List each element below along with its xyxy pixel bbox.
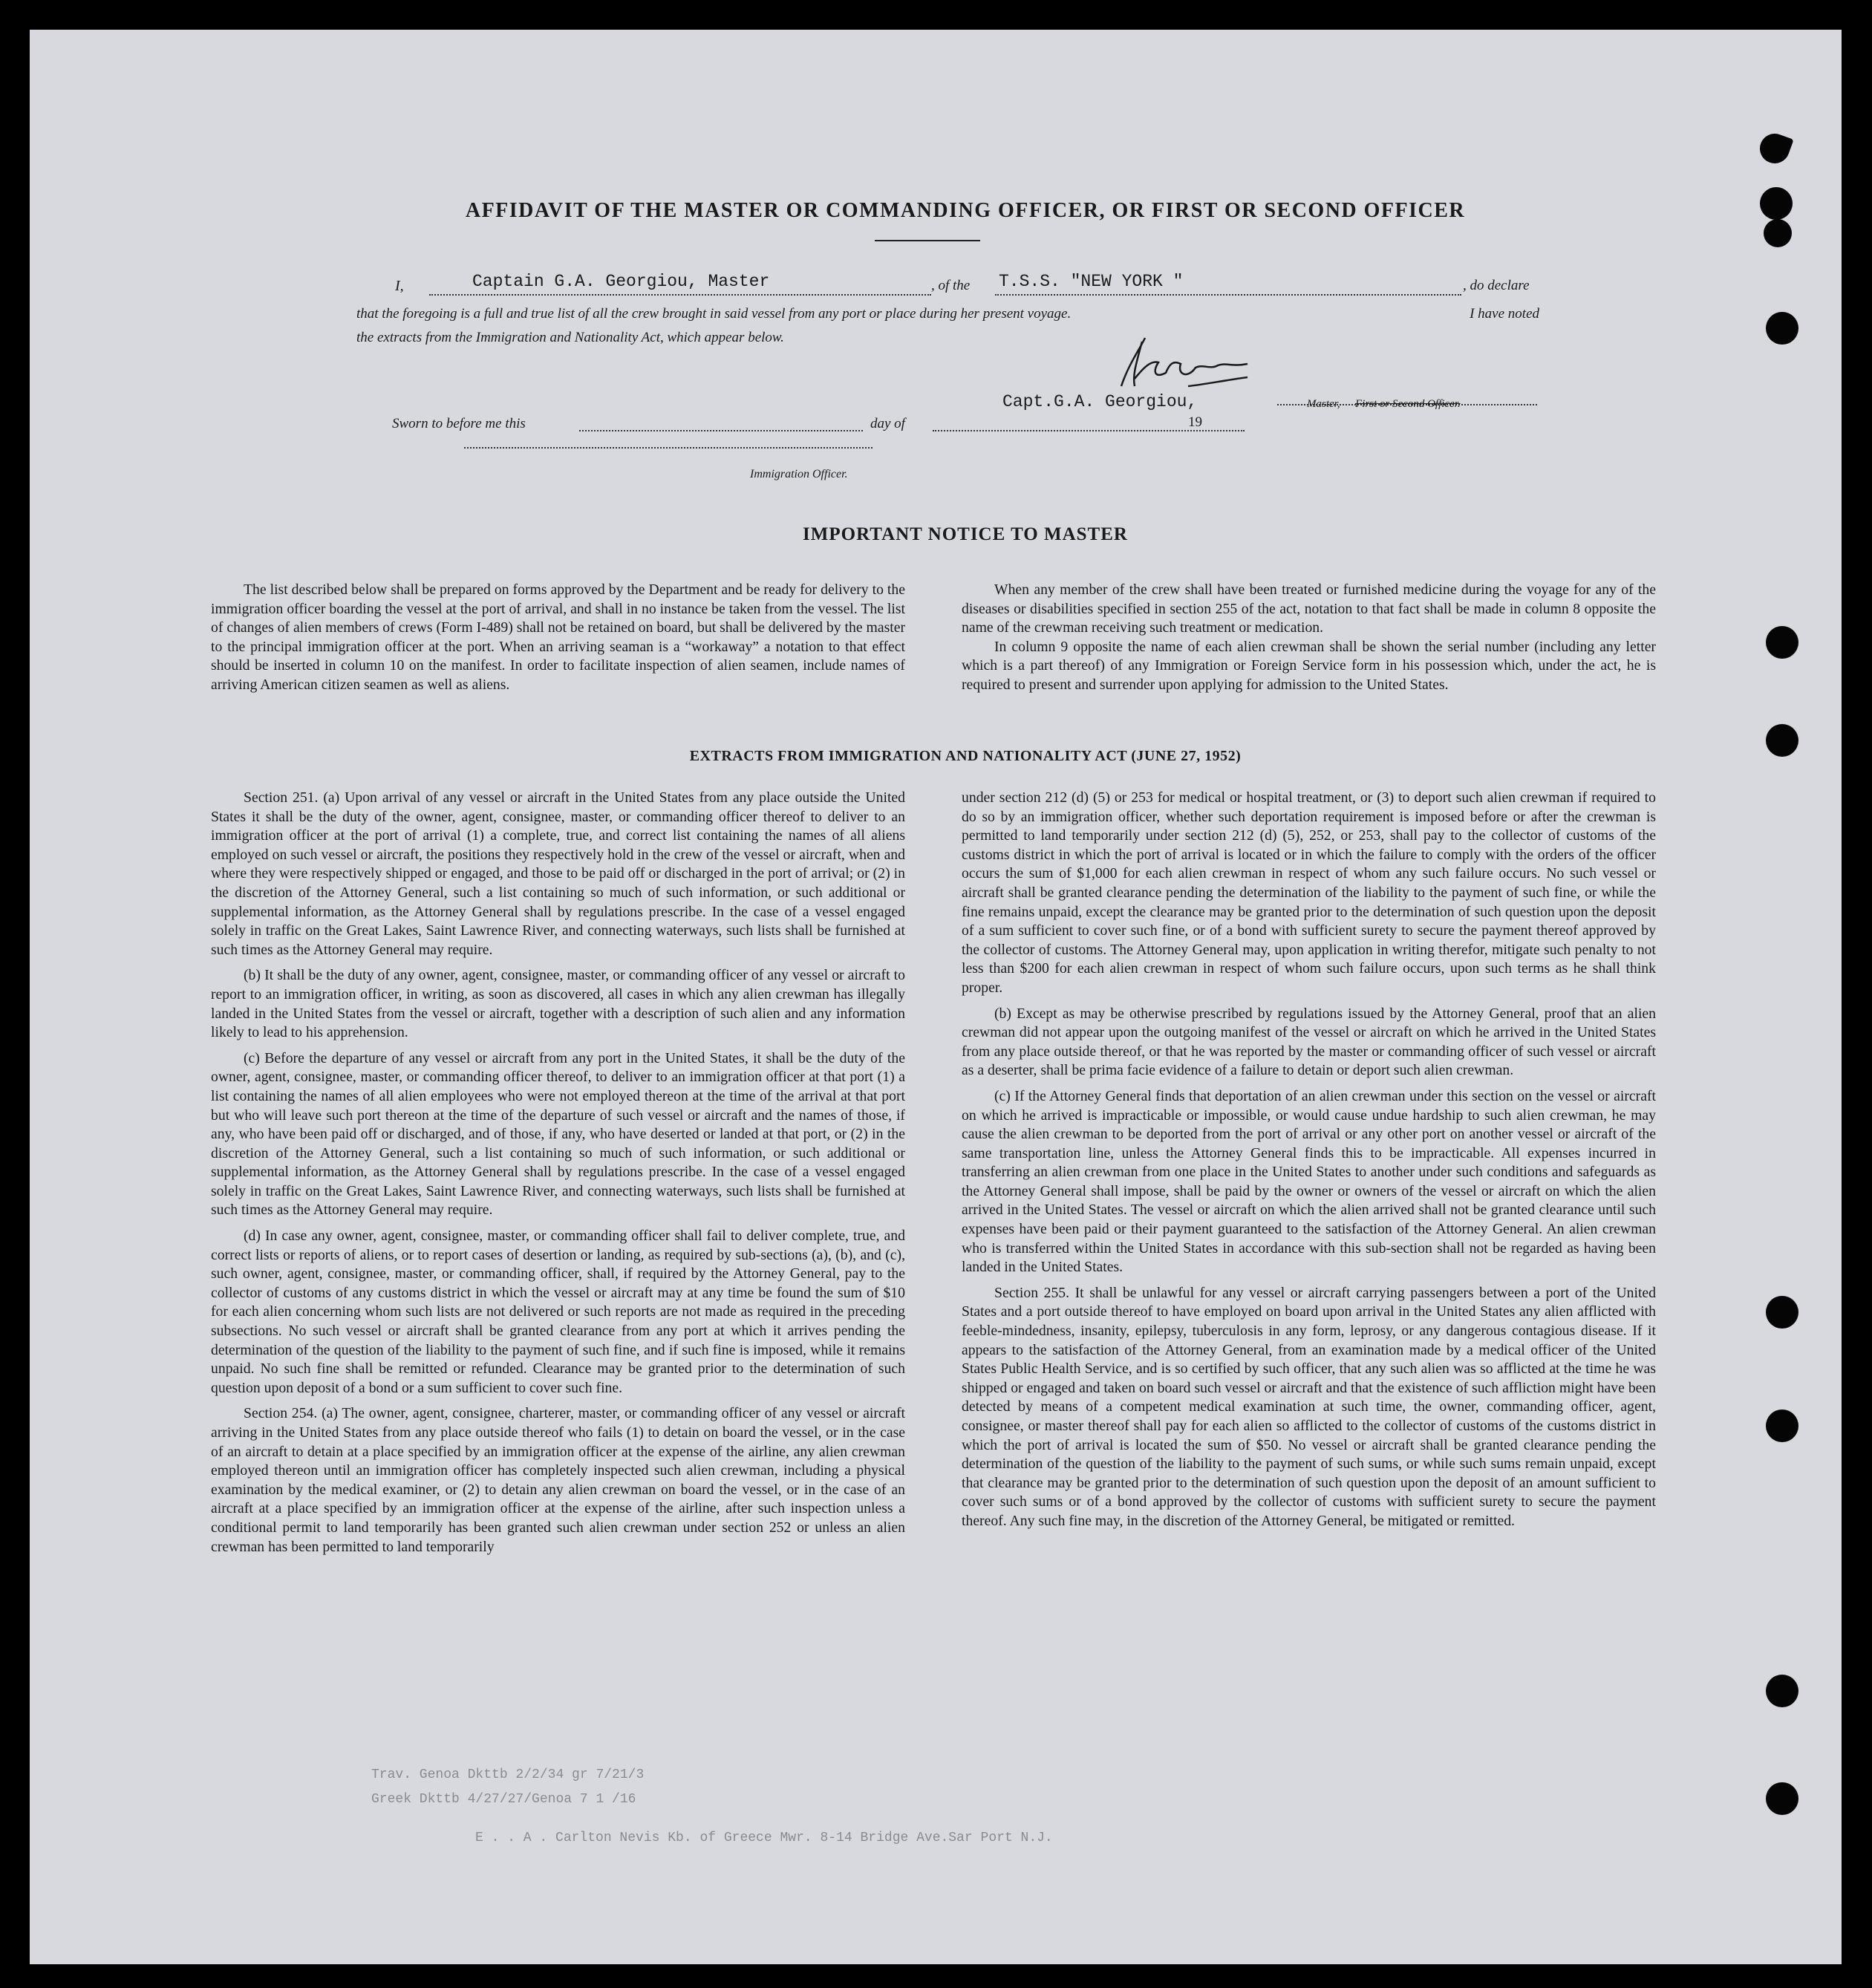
section-254-b: (b) Except as may be otherwise prescribed by regulations issued by the Attorney General, proof that an alien crewman did not appear upon the outgoing manifest of the vessel or aircraft on which he arrived in the United States from any place outside thereof, or that he was reported by the master or commanding officer of such vessel or aircraft as a deserter, shall be prima facie evidence of a failure to detain or deport such alien crewman.	[962, 1005, 1656, 1079]
sworn-line	[579, 412, 863, 431]
binder-hole	[1766, 1296, 1798, 1329]
year-label: 19	[1188, 414, 1202, 430]
section-254-a-continued: under section 212 (d) (5) or 253 for medical or hospital treatment, or (3) to deport such alien crewman if required to do so by an immigration officer, whether such deportation requirement is imposed before or after the crewman is permitted to land temporarily under section 212 (d) (5), 252, or 253, shall pay to the collector of customs of the customs district in which the port of arrival is located or in which the failure to comply with the orders of the officer occurs the sum of $1,000 for each alien crewman in respect of whom any such failure occurs. No such vessel or aircraft shall be granted clearance pending the determination of the liability to the payment of such fine, or while the fine remains unpaid, except the clearance may be granted prior to the determination of such question upon the deposit of a sum sufficient to cover such fine, or of a bond with sufficient surety to secure the payment thereof approved by the collector of customs. The Attorney General may, upon application in writing therefor, mitigate such penalty to not less than $200 for each alien crewman in respect of whom such failure occurs, upon such terms as he shall think proper.	[962, 789, 1656, 996]
affidavit-title: AFFIDAVIT OF THE MASTER OR COMMANDING OFFICER, OR FIRST OR SECOND OFFICER	[465, 199, 1466, 222]
struck-role: First or Second Officer.	[1355, 398, 1461, 410]
binder-hole	[1766, 626, 1798, 659]
handwritten-signature	[1099, 334, 1277, 394]
master-role: Master,	[1307, 398, 1340, 410]
title-underline	[875, 240, 980, 241]
notice-right-column	[962, 581, 1656, 695]
document-page	[30, 30, 1842, 1964]
section-254-a: Section 254. (a) The owner, agent, consignee, charterer, master, or commanding officer of any vessel or aircraft arriving in the United States from any place outside thereof who fails (1) to detain on board the vessel, or in the case of an aircraft to detain at a place specified by an immigration officer at the expense of the airline, any alien crewman employed thereon until an immigration officer has completely inspected such alien crewman, including a physical examination by the medical examiner, or (2) to detain any alien crewman on board the vessel, or in the case of an aircraft at a place specified by an immigration officer at the expense of the airline, after such inspection unless a conditional permit to land temporarily has been granted such alien crewman under section 252 or unless an alien crewman has been permitted to land temporarily	[211, 1405, 905, 1555]
statement-text-1: that the foregoing is a full and true list of all the crew brought in said vessel from any port or place during her present voyage.	[356, 306, 1072, 322]
torn-corner-mark	[1755, 129, 1793, 167]
binder-hole	[1766, 1409, 1798, 1442]
notice-right-p2: In column 9 opposite the name of each alien crewman shall be shown the serial number (including any letter which is a part thereof) of any Immigration or Foreign Service form in his possession which, under the act, he is required to present and surrender upon applying for admission to the United States.	[962, 638, 1656, 693]
bleed-through-line: Trav. Genoa Dkttb 2/2/34 gr 7/21/3	[371, 1767, 645, 1782]
of-the-label: , of the	[931, 278, 971, 293]
binder-hole	[1766, 724, 1798, 757]
extracts-right-column	[962, 789, 1656, 1538]
notice-right-p1: When any member of the crew shall have been treated or furnished medicine during the voyage for any of the diseases or disabilities specified in section 255 of the act, notation to that fact shall be made in column 8 opposite the name of the crewman receiving such treatment or medication.	[962, 581, 1656, 636]
binder-hole	[1766, 312, 1798, 345]
binder-hole	[1766, 1782, 1798, 1815]
do-declare-label: , do declare	[1463, 278, 1530, 293]
sworn-label: Sworn to before me this	[392, 416, 526, 431]
section-251-d: (d) In case any owner, agent, consignee, master, or commanding officer shall fail to deliver complete, true, and correct lists or reports of aliens, or to report cases of desertion or landing, as required by sub-sections (a), (b), and (c), such owner, agent, consignee, master, or commanding officer, shall, if required by the Attorney General, pay to the collector of customs of any customs district in which the vessel or aircraft may at any time be found the sum of $10 for each alien concerning whom such lists are not delivered or such reports are not made as required in the preceding subsections. No such vessel or aircraft shall be granted clearance from any port at which it arrives pending the determination of the question of the liability to the payment of such fine, and if such fine is imposed, while it remains unpaid. No such fine shall be remitted or refunded. Clearance may be granted prior to the determination of such question upon deposit of a bond or a sum sufficient to cover such fine.	[211, 1228, 905, 1396]
signature-typed-name: Capt.G.A. Georgiou,	[1002, 392, 1198, 411]
vessel-name: T.S.S. "NEW YORK "	[999, 272, 1184, 291]
bleed-through-line: Greek Dkttb 4/27/27/Genoa 7 1 /16	[371, 1792, 636, 1807]
officer-line	[464, 440, 873, 449]
section-255: Section 255. It shall be unlawful for any vessel or aircraft carrying passengers between a port of the United States and a port outside thereof to have employed on board upon arrival in the United States any alien afflicted with feeble-mindedness, insanity, epilepsy, tuberculosis in any form, leprosy, or any dangerous contagious disease. If it appears to the satisfaction of the Attorney General, from an examination made by a medical officer of the United States Public Health Service, and is so certified by such officer, that any such alien was so afflicted at the time he was shipped or engaged and taken on board such vessel or aircraft and that the existence of such affliction might have been detected by means of a competent medical examination at such time, the owner, commanding officer, agent, consignee, or master thereof shall pay for each alien so afflicted to the collector of customs of the customs district in which the port of arrival is located the sum of $50. No vessel or aircraft shall be granted clearance pending the determination of the question of the liability to the payment of such sums, or while such sums remain unpaid, except that clearance may be granted prior to the determination of such question upon the deposit of an amount sufficient to cover such sums or of a bond approved by the collector of customs with sufficient surety to secure the payment thereof. Any such fine may, in the discretion of the Attorney General, be mitigated or remitted.	[962, 1284, 1656, 1529]
immigration-officer-label: Immigration Officer.	[750, 468, 848, 480]
statement-text-noted: I have noted	[1470, 306, 1539, 322]
extracts-left-column	[211, 789, 905, 1563]
notice-left-column	[211, 581, 905, 695]
bleed-through-line: E . . A . Carlton Nevis Kb. of Greece Mwr. 8-14 Bridge Ave.Sar Port N.J.	[475, 1831, 1053, 1845]
section-251-c: (c) Before the departure of any vessel or aircraft from any port in the United States, it shall be the duty of the owner, agent, consignee, master, or commanding officer thereof, to deliver to an immigration officer at that port (1) a list containing the names of all alien employees who were not employed thereon at the time of the arrival at that port but who will leave such port thereon at the time of the departure of such vessel or aircraft and the names of those, if any, who have been paid off or discharged, and of those, if any, who have deserted or landed at that port, or (2) in the discretion of the Attorney General, such a list containing so much of such information, or such additional or supplemental information, as the Attorney General shall by regulations prescribe. In the case of a vessel engaged solely in traffic on the Great Lakes, Saint Lawrence River, and connecting waterways, such lists shall be furnished at such times as the Attorney General may require.	[211, 1049, 905, 1219]
section-251-b: (b) It shall be the duty of any owner, agent, consignee, master, or commanding officer of any vessel or aircraft to report to an immigration officer, in writing, as soon as discovered, all cases in which any alien crewman has illegally landed in the United States from the vessel or aircraft, together with a description of such alien and any information likely to lead to his apprehension.	[211, 967, 905, 1041]
statement-text-2: the extracts from the Immigration and Nationality Act, which appear below.	[356, 330, 784, 345]
section-251-a: Section 251. (a) Upon arrival of any vessel or aircraft in the United States from any place outside the United States it shall be the duty of the owner, agent, consignee, master, or commanding officer thereof to deliver to an immigration officer at the port of arrival (1) a complete, true, and correct list containing the names of all aliens employed on such vessel or aircraft, the positions they respectively hold in the crew of the vessel or aircraft, when and where they were respectively shipped or engaged, and those to be paid off or discharged in the port of arrival; or (2) in the discretion of the Attorney General, such a list containing so much of such information, or such additional or supplemental information, as the Attorney General shall by regulations prescribe. In the case of a vessel engaged solely in traffic on the Great Lakes, Saint Lawrence River, and connecting waterways, such lists shall be furnished at such times as the Attorney General may require.	[211, 789, 905, 958]
binder-hole	[1764, 219, 1792, 247]
extracts-title: EXTRACTS FROM IMMIGRATION AND NATIONALITY ACT (JUNE 27, 1952)	[689, 748, 1242, 764]
binder-hole	[1760, 187, 1793, 220]
binder-hole	[1766, 1675, 1798, 1707]
declaration-statement	[356, 302, 1539, 350]
day-of-label: day of	[870, 416, 905, 431]
declaration-i: I,	[395, 278, 404, 294]
declarant-name: Captain G.A. Georgiou, Master	[472, 272, 770, 291]
notice-left-text: The list described below shall be prepared on forms approved by the Department and be ready for delivery to the immigration officer boarding the vessel at the port of arrival, and shall in no instance be taken from the vessel. The list of changes of alien members of crews (Form I-489) shall not be retained on board, but shall be delivered by the master to the principal immigration officer at the port. When an arriving seaman is a “workaway” a notation to that effect should be inserted in column 10 on the manifest. In order to facilitate inspection of alien seamen, include names of arriving American citizen seamen as well as aliens.	[211, 581, 905, 693]
notice-title: IMPORTANT NOTICE TO MASTER	[803, 524, 1128, 544]
section-254-c: (c) If the Attorney General finds that deportation of an alien crewman under this section on the vessel or aircraft on which he arrived is impracticable or impossible, or would cause undue hardship to such alien crewman, he may cause the alien crewman to be deported from the port of arrival or any other port on another vessel or aircraft of the same transportation line, unless the Attorney General finds this to be impracticable. All expenses incurred in transferring an alien crewman from one place in the United States to another under such conditions and safeguards as the Attorney General shall impose, shall be paid by the owner or owners of the vessel or aircraft on which the alien arrived in the United States. The vessel or aircraft on which the alien arrived shall not be granted clearance until such expenses have been paid or their payment guaranteed to the satisfaction of the Attorney General. An alien crewman who is transferred within the United States in accordance with this sub-section shall not be regarded as having been landed in the United States.	[962, 1087, 1656, 1276]
